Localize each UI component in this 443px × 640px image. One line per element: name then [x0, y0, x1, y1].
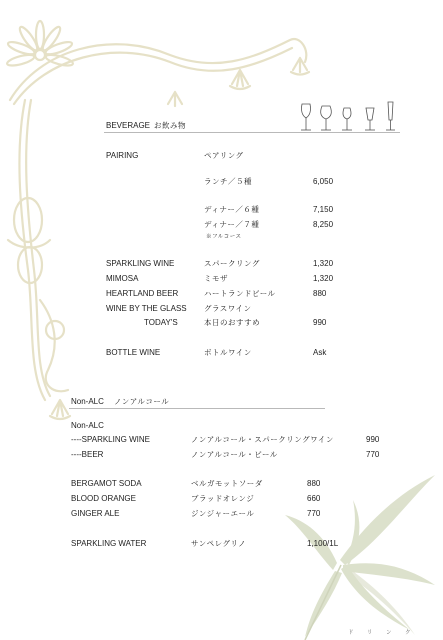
- pairing-dinner6-label: ディナー／６種: [204, 205, 260, 214]
- heartland-beer-price: 880: [313, 289, 327, 298]
- wine-by-glass-label: WINE BY THE GLASS: [106, 304, 187, 313]
- todays-label-jp: 本日のおすすめ: [204, 318, 261, 327]
- mimosa-label: MIMOSA: [106, 274, 139, 283]
- bottle-wine-price: Ask: [313, 348, 327, 357]
- blood-orange-price: 660: [307, 494, 321, 503]
- sparkling-water-label: SPARKLING WATER: [71, 539, 147, 548]
- beverage-title: BEVERAGE: [106, 121, 151, 130]
- nonalc-beer-label-jp: ノンアルコール・ビール: [191, 450, 278, 459]
- nonalc-title: Non-ALC: [71, 397, 104, 406]
- pairing-lunch-label: ランチ／５種: [204, 177, 252, 186]
- bergamot-soda-price: 880: [307, 479, 321, 488]
- pairing-note: ※フルコース: [206, 234, 242, 240]
- heartland-beer-label-jp: ハートランドビール: [204, 289, 276, 298]
- wine-glasses-icon: [296, 100, 404, 134]
- mimosa-price: 1,320: [313, 274, 334, 283]
- pairing-dinner7-label: ディナー／７種: [204, 220, 260, 229]
- sparkling-water-price: 1,100/1L: [307, 539, 339, 548]
- bottle-wine-label-jp: ボトルワイン: [204, 348, 252, 357]
- nonalc-sparkling-label: ----SPARKLING WINE: [71, 435, 150, 444]
- nonalc-sparkling-label-jp: ノンアルコール・スパークリングワイン: [191, 435, 334, 444]
- todays-price: 990: [313, 318, 327, 327]
- ginger-ale-label-jp: ジンジャーエール: [191, 509, 255, 518]
- nonalc-beer-price: 770: [366, 450, 380, 459]
- pairing-dinner7-price: 8,250: [313, 220, 334, 229]
- bamboo-leaf-icon: [285, 465, 443, 640]
- bergamot-soda-label-jp: ベルガモットソーダ: [191, 479, 263, 488]
- blood-orange-label: BLOOD ORANGE: [71, 494, 136, 503]
- pairing-label: PAIRING: [106, 151, 139, 160]
- blood-orange-label-jp: ブラッドオレンジ: [191, 494, 255, 503]
- wine-by-glass-label-jp: グラスワイン: [204, 304, 252, 313]
- beverage-title-jp: お飲み物: [154, 121, 186, 130]
- beverage-divider: [104, 132, 400, 133]
- bottle-wine-label: BOTTLE WINE: [106, 348, 161, 357]
- mimosa-label-jp: ミモザ: [204, 274, 228, 283]
- todays-label: TODAY'S: [144, 318, 178, 327]
- ginger-ale-price: 770: [307, 509, 321, 518]
- pairing-label-jp: ペアリング: [204, 151, 244, 160]
- pairing-lunch-price: 6,050: [313, 177, 334, 186]
- nonalc-divider: [69, 408, 325, 409]
- sparkling-wine-price: 1,320: [313, 259, 334, 268]
- sparkling-wine-label: SPARKLING WINE: [106, 259, 175, 268]
- nonalc-sparkling-price: 990: [366, 435, 380, 444]
- pairing-dinner6-price: 7,150: [313, 205, 334, 214]
- ginger-ale-label: GINGER ALE: [71, 509, 120, 518]
- nonalc-title-jp: ノンアルコール: [114, 397, 170, 406]
- bergamot-soda-label: BERGAMOT SODA: [71, 479, 142, 488]
- heartland-beer-label: HEARTLAND BEER: [106, 289, 179, 298]
- nonalc-beer-label: ----BEER: [71, 450, 104, 459]
- sparkling-wine-label-jp: スパークリング: [204, 259, 260, 268]
- footer-label: ド リ ン ク: [348, 630, 415, 636]
- sparkling-water-label-jp: サンペレグリノ: [191, 539, 247, 548]
- nonalc-subtitle: Non-ALC: [71, 421, 104, 430]
